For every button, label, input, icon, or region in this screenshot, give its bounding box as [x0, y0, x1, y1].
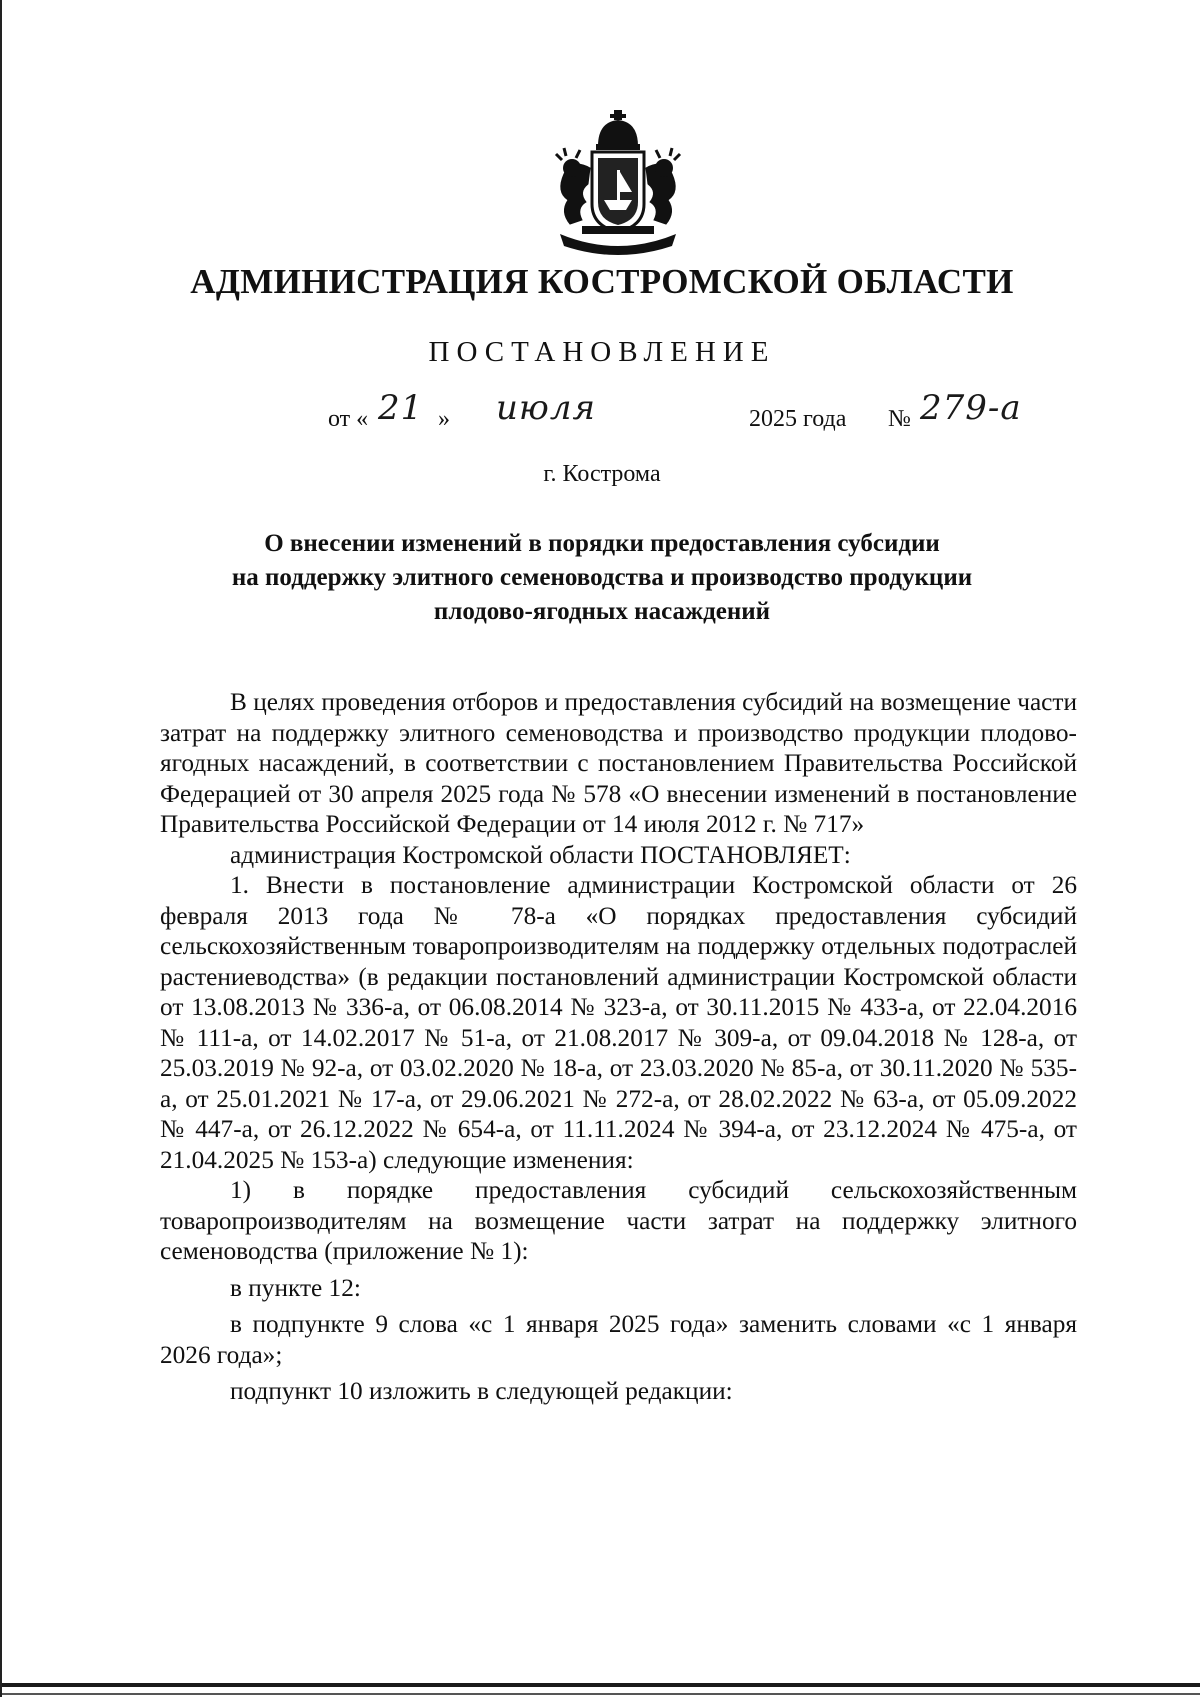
body-paragraph-subclause-10: подпункт 10 изложить в следующей редакции:	[230, 1377, 733, 1405]
subject-line: плодово-ягодных насаждений	[433, 598, 771, 625]
document-body	[160, 687, 1077, 1407]
subject-line: О внесении изменений в порядки предоставления субсидии	[264, 530, 940, 557]
number-label: №	[888, 406, 911, 432]
handwritten-day: 21	[378, 388, 424, 428]
subject-line: на поддержку элитного семеноводства и производство продукции	[231, 564, 973, 591]
scan-edge	[2, 1683, 1200, 1697]
kostroma-coat-of-arms-icon	[542, 108, 694, 258]
body-paragraph-resolves: администрация Костромской области ПОСТАНОВЛЯЕТ:	[230, 840, 851, 869]
body-paragraph-preamble: В целях проведения отборов и предоставления субсидий на возмещение части затрат на поддержку элитного семеноводства и производство продукции плодово-ягодных насаждений, в соответствии с постановлением Правительства Российской Федерацией от 30 апреля 2025 года № 578 «О внесении изменений в постановление Правительства Российской Федерации от 14 июля 2012 г. № 717»	[160, 688, 1077, 838]
city: г. Кострома	[543, 461, 661, 487]
year-text: 2025 года	[749, 406, 847, 432]
organization-title: АДМИНИСТРАЦИЯ КОСТРОМСКОЙ ОБЛАСТИ	[190, 262, 1014, 301]
handwritten-number: 279-а	[920, 388, 1022, 428]
document-type: ПОСТАНОВЛЕНИЕ	[428, 336, 776, 368]
date-quote-close: »	[438, 406, 450, 432]
date-prefix: от «	[328, 406, 369, 432]
body-paragraph-subitem-1: 1) в порядке предоставления субсидий сельскохозяйственным товаропроизводителям на возмещение части затрат на поддержку элитного семеноводства (приложение № 1):	[160, 1176, 1077, 1265]
body-paragraph-clause-12: в пункте 12:	[230, 1273, 361, 1302]
date-number-line	[2, 388, 1200, 442]
body-paragraph-subclause-9: в подпункте 9 слова «с 1 января 2025 года» заменить словами «с 1 января 2026 года»;	[160, 1310, 1077, 1369]
body-paragraph-item-1: 1. Внести в постановление администрации Костромской области от 26 февраля 2013 года № 78-а «О порядках предоставления субсидий сельскохозяйственным товаропроизводителям на поддержку отдельных подотраслей растениеводства» (в редакции постановлений администрации Костромской области от 13.08.2013 № 336-а, от 06.08.2014 № 323-а, от 30.11.2015 № 433-а, от 22.04.2016 № 111-а, от 14.02.2017 № 51-а, от 21.08.2017 № 309-а, от 09.04.2018 № 128-а, от 25.03.2019 № 92-а, от 03.02.2020 № 18-а, от 23.03.2020 № 85-а, от 30.11.2020 № 535-а, от 25.01.2021 № 17-а, от 29.06.2021 № 272-а, от 28.02.2022 № 63-а, от 05.09.2022 № 447-а, от 26.12.2022 № 654-а, от 11.11.2024 № 394-а, от 23.12.2024 № 475-а, от 21.04.2025 № 153-а) следующие изменения:	[160, 871, 1077, 1174]
document-subject	[152, 527, 1052, 629]
handwritten-month: июля	[496, 388, 596, 428]
